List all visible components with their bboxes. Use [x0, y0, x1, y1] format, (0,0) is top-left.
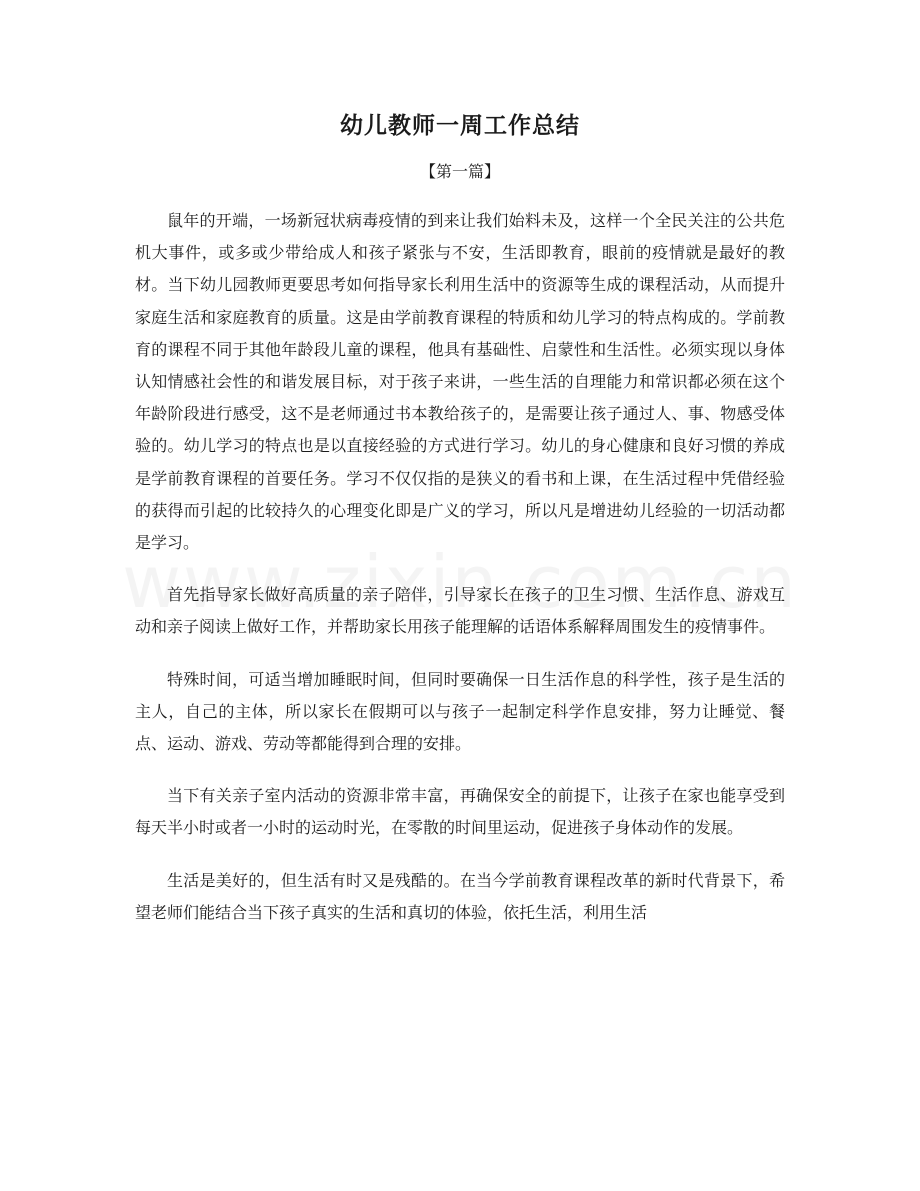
- paragraph-1: 鼠年的开端，一场新冠状病毒疫情的到来让我们始料未及，这样一个全民关注的公共危机大事件，或多或少带给成人和孩子紧张与不安，生活即教育，眼前的疫情就是最好的教材。当下幼儿园教师更要思考如何指导家长利用生活中的资源等生成的课程活动，从而提升家庭生活和家庭教育的质量。这是由学前教育课程的特质和幼儿学习的特点构成的。学前教育的课程不同于其他年龄段儿童的课程，他具有基础性、启蒙性和生活性。必须实现以身体认知情感社会性的和谐发展目标，对于孩子来讲，一些生活的自理能力和常识都必须在这个年龄阶段进行感受，这不是老师通过书本教给孩子的，是需要让孩子通过人、事、物感受体验的。幼儿学习的特点也是以直接经验的方式进行学习。幼儿的身心健康和良好习惯的养成是学前教育课程的首要任务。学习不仅仅指的是狭义的看书和上课，在生活过程中凭借经验的获得而引起的比较持久的心理变化即是广义的学习，所以凡是增进幼儿经验的一切活动都是学习。: [135, 211, 785, 553]
- paragraph-4: 当下有关亲子室内活动的资源非常丰富，再确保安全的前提下，让孩子在家也能享受到每天半小时或者一小时的运动时光，在零散的时间里运动，促进孩子身体动作的发展。: [135, 786, 785, 838]
- page-title: 幼儿教师一周工作总结: [340, 112, 580, 139]
- section-label: 【第一篇】: [419, 162, 500, 181]
- paragraph-2: 首先指导家长做好高质量的亲子陪伴，引导家长在孩子的卫生习惯、生活作息、游戏互动和亲子阅读上做好工作，并帮助家长用孩子能理解的话语体系解释周围发生的疫情事件。: [135, 585, 785, 637]
- paragraph-3: 特殊时间，可适当增加睡眠时间，但同时要确保一日生活作息的科学性，孩子是生活的主人，自己的主体，所以家长在假期可以与孩子一起制定科学作息安排，努力让睡觉、餐点、运动、游戏、劳动等都能得到合理的安排。: [135, 669, 785, 754]
- paragraph-5: 生活是美好的，但生活有时又是残酷的。在当今学前教育课程改革的新时代背景下，希望老师们能结合当下孩子真实的生活和真切的体验，依托生活，利用生活: [135, 870, 785, 922]
- document-body: [135, 205, 785, 949]
